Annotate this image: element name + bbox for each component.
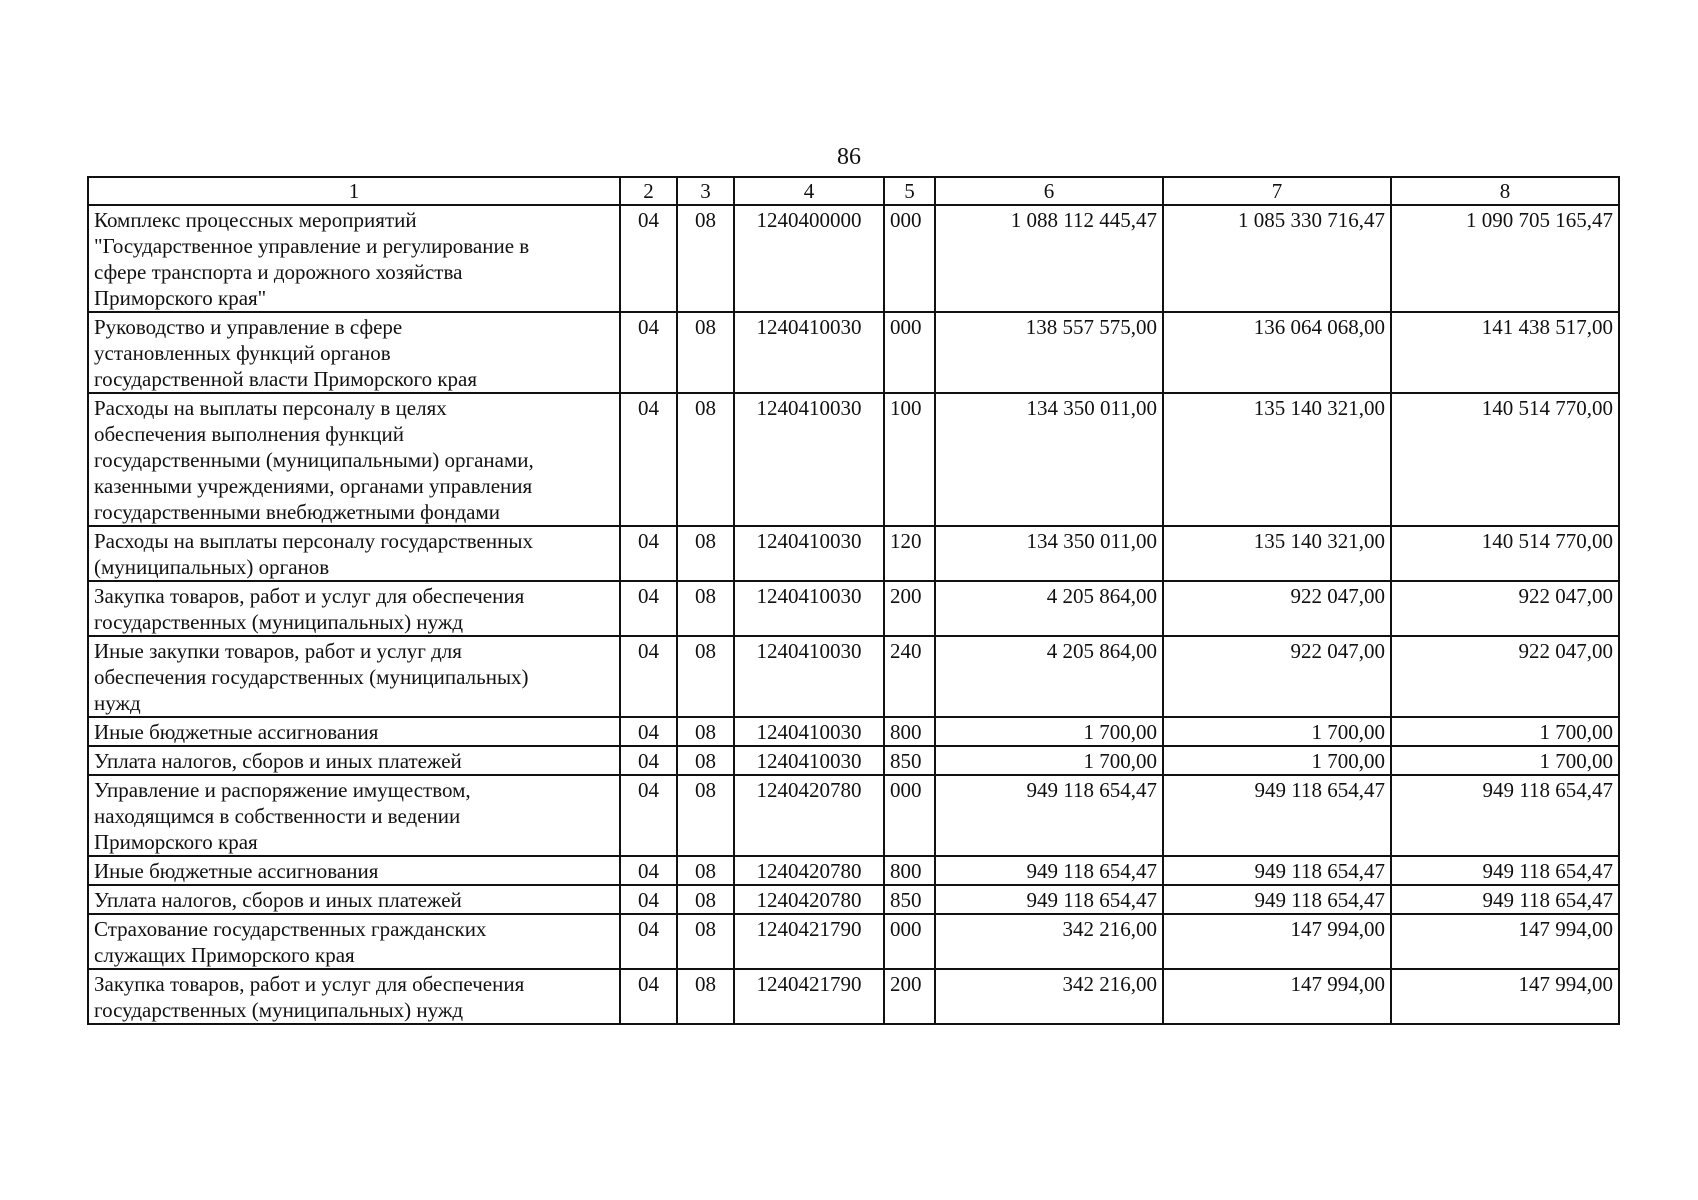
expense-type-code: 800	[884, 717, 935, 746]
expense-type-code: 850	[884, 885, 935, 914]
subsection-code: 08	[677, 885, 734, 914]
expense-type-code: 000	[884, 914, 935, 969]
expense-type-code: 200	[884, 581, 935, 636]
target-article-code: 1240410030	[734, 636, 884, 717]
row-name: Комплекс процессных мероприятий "Государственное управление и регулирование в сфере транспорта и дорожного хозяйства Приморского края"	[88, 205, 620, 312]
table-row	[88, 205, 1619, 312]
amount-col8: 140 514 770,00	[1391, 526, 1619, 581]
table-body	[88, 205, 1619, 1024]
amount-col6: 342 216,00	[935, 914, 1163, 969]
amount-col6: 138 557 575,00	[935, 312, 1163, 393]
amount-col6: 4 205 864,00	[935, 636, 1163, 717]
column-header: 3	[677, 177, 734, 205]
amount-col7: 136 064 068,00	[1163, 312, 1391, 393]
expense-type-code: 000	[884, 312, 935, 393]
target-article-code: 1240421790	[734, 969, 884, 1024]
table-row	[88, 856, 1619, 885]
row-name: Закупка товаров, работ и услуг для обеспечения государственных (муниципальных) нужд	[88, 969, 620, 1024]
budget-table	[87, 176, 1620, 1025]
amount-col8: 147 994,00	[1391, 914, 1619, 969]
table-row	[88, 775, 1619, 856]
subsection-code: 08	[677, 717, 734, 746]
column-header: 7	[1163, 177, 1391, 205]
amount-col8: 949 118 654,47	[1391, 775, 1619, 856]
page-number: 86	[837, 144, 861, 170]
expense-type-code: 120	[884, 526, 935, 581]
table-row	[88, 717, 1619, 746]
table-row	[88, 393, 1619, 526]
column-header: 1	[88, 177, 620, 205]
expense-type-code: 000	[884, 775, 935, 856]
target-article-code: 1240410030	[734, 717, 884, 746]
subsection-code: 08	[677, 581, 734, 636]
column-header: 8	[1391, 177, 1619, 205]
amount-col7: 922 047,00	[1163, 636, 1391, 717]
target-article-code: 1240400000	[734, 205, 884, 312]
amount-col7: 949 118 654,47	[1163, 885, 1391, 914]
subsection-code: 08	[677, 914, 734, 969]
table-row	[88, 526, 1619, 581]
subsection-code: 08	[677, 636, 734, 717]
amount-col6: 134 350 011,00	[935, 393, 1163, 526]
amount-col8: 1 700,00	[1391, 717, 1619, 746]
table-row	[88, 746, 1619, 775]
expense-type-code: 100	[884, 393, 935, 526]
amount-col6: 949 118 654,47	[935, 775, 1163, 856]
subsection-code: 08	[677, 856, 734, 885]
section-code: 04	[620, 856, 677, 885]
expense-type-code: 800	[884, 856, 935, 885]
amount-col6: 949 118 654,47	[935, 856, 1163, 885]
row-name: Расходы на выплаты персоналу в целях обеспечения выполнения функций государственными (муниципальными) органами, казенными учреждениями, органами управления государственными внебюджетными фондами	[88, 393, 620, 526]
amount-col6: 1 700,00	[935, 717, 1163, 746]
section-code: 04	[620, 746, 677, 775]
amount-col7: 1 700,00	[1163, 746, 1391, 775]
row-name: Страхование государственных гражданских служащих Приморского края	[88, 914, 620, 969]
section-code: 04	[620, 312, 677, 393]
table-row	[88, 636, 1619, 717]
amount-col6: 949 118 654,47	[935, 885, 1163, 914]
target-article-code: 1240421790	[734, 914, 884, 969]
amount-col6: 134 350 011,00	[935, 526, 1163, 581]
section-code: 04	[620, 205, 677, 312]
subsection-code: 08	[677, 969, 734, 1024]
row-name: Иные бюджетные ассигнования	[88, 717, 620, 746]
amount-col6: 1 088 112 445,47	[935, 205, 1163, 312]
amount-col8: 141 438 517,00	[1391, 312, 1619, 393]
expense-type-code: 850	[884, 746, 935, 775]
header-row	[88, 177, 1619, 205]
row-name: Уплата налогов, сборов и иных платежей	[88, 885, 620, 914]
target-article-code: 1240410030	[734, 581, 884, 636]
amount-col7: 1 700,00	[1163, 717, 1391, 746]
amount-col6: 4 205 864,00	[935, 581, 1163, 636]
target-article-code: 1240410030	[734, 312, 884, 393]
expense-type-code: 240	[884, 636, 935, 717]
section-code: 04	[620, 636, 677, 717]
amount-col7: 135 140 321,00	[1163, 393, 1391, 526]
table-row	[88, 312, 1619, 393]
amount-col8: 140 514 770,00	[1391, 393, 1619, 526]
table-header	[88, 177, 1619, 205]
section-code: 04	[620, 393, 677, 526]
column-header: 5	[884, 177, 935, 205]
amount-col8: 1 700,00	[1391, 746, 1619, 775]
target-article-code: 1240420780	[734, 856, 884, 885]
section-code: 04	[620, 969, 677, 1024]
subsection-code: 08	[677, 312, 734, 393]
subsection-code: 08	[677, 526, 734, 581]
amount-col7: 922 047,00	[1163, 581, 1391, 636]
section-code: 04	[620, 526, 677, 581]
section-code: 04	[620, 717, 677, 746]
table-row	[88, 581, 1619, 636]
amount-col8: 922 047,00	[1391, 581, 1619, 636]
column-header: 4	[734, 177, 884, 205]
target-article-code: 1240410030	[734, 746, 884, 775]
amount-col8: 949 118 654,47	[1391, 856, 1619, 885]
amount-col8: 147 994,00	[1391, 969, 1619, 1024]
amount-col6: 342 216,00	[935, 969, 1163, 1024]
section-code: 04	[620, 581, 677, 636]
amount-col7: 949 118 654,47	[1163, 775, 1391, 856]
amount-col8: 949 118 654,47	[1391, 885, 1619, 914]
column-header: 2	[620, 177, 677, 205]
amount-col7: 147 994,00	[1163, 969, 1391, 1024]
amount-col8: 922 047,00	[1391, 636, 1619, 717]
column-header: 6	[935, 177, 1163, 205]
table-row	[88, 885, 1619, 914]
row-name: Уплата налогов, сборов и иных платежей	[88, 746, 620, 775]
table-row	[88, 969, 1619, 1024]
expense-type-code: 000	[884, 205, 935, 312]
row-name: Руководство и управление в сфере установленных функций органов государственной власти Приморского края	[88, 312, 620, 393]
row-name: Закупка товаров, работ и услуг для обеспечения государственных (муниципальных) нужд	[88, 581, 620, 636]
row-name: Иные закупки товаров, работ и услуг для обеспечения государственных (муниципальных) нужд	[88, 636, 620, 717]
target-article-code: 1240420780	[734, 775, 884, 856]
amount-col7: 135 140 321,00	[1163, 526, 1391, 581]
subsection-code: 08	[677, 393, 734, 526]
expense-type-code: 200	[884, 969, 935, 1024]
subsection-code: 08	[677, 205, 734, 312]
amount-col7: 949 118 654,47	[1163, 856, 1391, 885]
amount-col7: 147 994,00	[1163, 914, 1391, 969]
subsection-code: 08	[677, 775, 734, 856]
subsection-code: 08	[677, 746, 734, 775]
amount-col6: 1 700,00	[935, 746, 1163, 775]
section-code: 04	[620, 885, 677, 914]
amount-col8: 1 090 705 165,47	[1391, 205, 1619, 312]
section-code: 04	[620, 775, 677, 856]
row-name: Управление и распоряжение имуществом, находящимся в собственности и ведении Приморского края	[88, 775, 620, 856]
target-article-code: 1240410030	[734, 526, 884, 581]
target-article-code: 1240410030	[734, 393, 884, 526]
amount-col7: 1 085 330 716,47	[1163, 205, 1391, 312]
row-name: Иные бюджетные ассигнования	[88, 856, 620, 885]
row-name: Расходы на выплаты персоналу государственных (муниципальных) органов	[88, 526, 620, 581]
target-article-code: 1240420780	[734, 885, 884, 914]
section-code: 04	[620, 914, 677, 969]
table-row	[88, 914, 1619, 969]
